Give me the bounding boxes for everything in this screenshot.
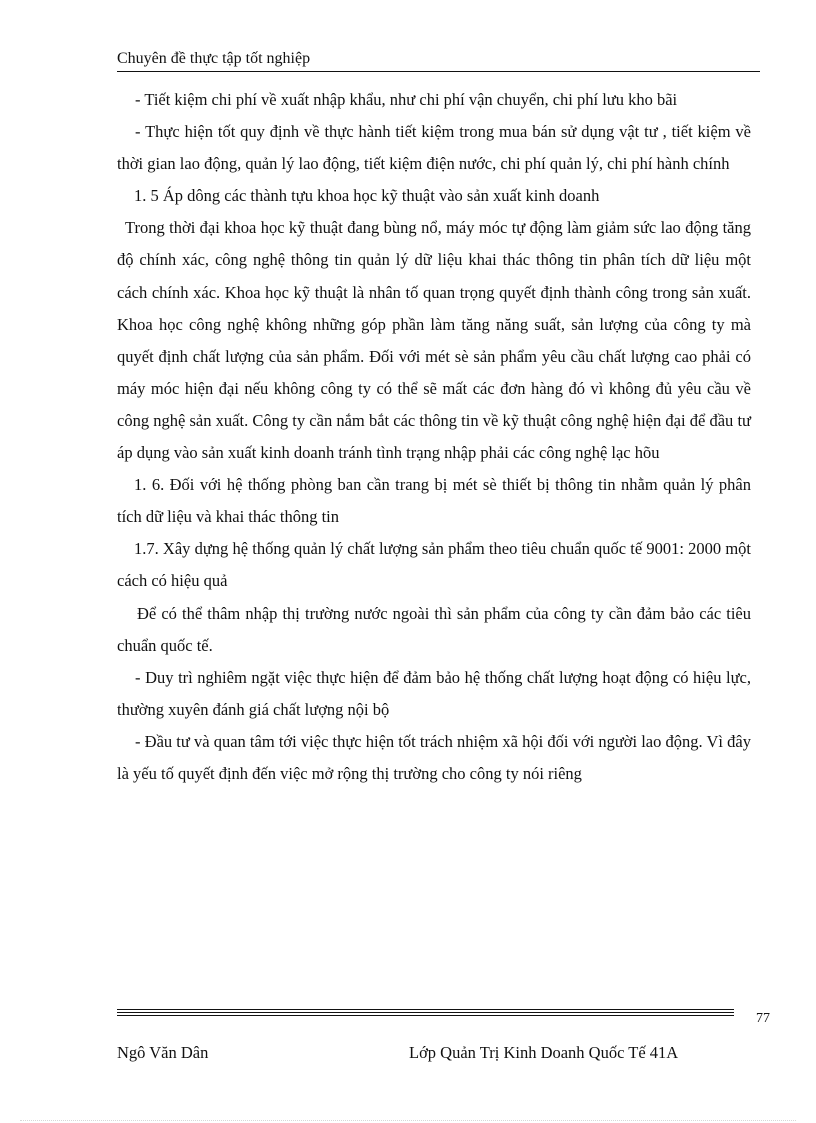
document-body — [117, 84, 751, 790]
section-heading: 1.7. Xây dựng hệ thống quản lý chất lượng sản phẩm theo tiêu chuẩn quốc tế 9001: 2000 một cách có hiệu quả — [117, 539, 751, 591]
bullet-paragraph: - Đầu tư và quan tâm tới việc thực hiện tốt trách nhiệm xã hội đối với người lao động. Vì đây là yếu tố quyết định đến việc mở rộng thị trường cho công ty nói riêng — [117, 731, 751, 783]
page-number: 77 — [756, 1011, 770, 1026]
footer-rule — [117, 1015, 734, 1016]
body-paragraph: Trong thời đại khoa học kỹ thuật đang bùng nổ, máy móc tự động làm giảm sức lao động tăng độ chính xác, công nghệ thông tin quản lý dữ liệu khai thác thông tin phân tích dữ liệu một cách chính xác. Khoa học kỹ thuật là nhân tố quan trọng quyết định thành công trong sản xuất. Khoa học công nghệ không những góp phần làm tăng năng suất, sản lượng của công ty mà quyết định chất lượng của sản phẩm. Đối với mét sè sản phẩm yêu cầu chất lượng cao phải có máy móc hiện đại nếu không công ty có thể sẽ mất các đơn hàng đó vì không đủ yêu cầu về công nghệ sản xuất. Công ty cần nắm bắt các thông tin về kỹ thuật công nghệ hiện đại để đầu tư áp dụng vào sản xuất kinh doanh tránh tình trạng nhập phải các công nghệ lạc hõu — [117, 218, 751, 463]
bullet-paragraph: - Thực hiện tốt quy định về thực hành tiết kiệm trong mua bán sử dụng vật tư , tiết kiệm về thời gian lao động, quản lý lao động, tiết kiệm điện nước, chi phí quản lý, chi phí hành chính — [117, 122, 751, 174]
bullet-paragraph: - Duy trì nghiêm ngặt việc thực hiện để đảm bảo hệ thống chất lượng hoạt động có hiệu lực, thường xuyên đánh giá chất lượng nội bộ — [117, 667, 751, 719]
footer-rule — [117, 1009, 734, 1010]
footer-class: Lớp Quản Trị Kinh Doanh Quốc Tế 41A — [409, 1043, 679, 1062]
section-heading: 1. 5 Áp dông các thành tựu khoa học kỹ thuật vào sản xuất kinh doanh — [134, 186, 600, 206]
header-title: Chuyên đề thực tập tốt nghiệp — [117, 50, 311, 67]
page-edge-dots — [20, 1120, 796, 1121]
bullet-paragraph: - Tiết kiệm chi phí về xuất nhập khẩu, như chi phí vận chuyển, chi phí lưu kho bãi — [135, 90, 678, 109]
section-heading: 1. 6. Đối với hệ thống phòng ban cần trang bị mét sè thiết bị thông tin nhằm quản lý phân tích dữ liệu và khai thác thông tin — [117, 475, 751, 527]
footer-rule — [117, 1012, 734, 1013]
footer-author: Ngô Văn Dân — [117, 1043, 209, 1062]
header-rule — [117, 71, 760, 72]
body-paragraph: Để có thể thâm nhập thị trường nước ngoài thì sản phẩm của công ty cần đảm bảo các tiêu chuẩn quốc tế. — [117, 603, 751, 655]
